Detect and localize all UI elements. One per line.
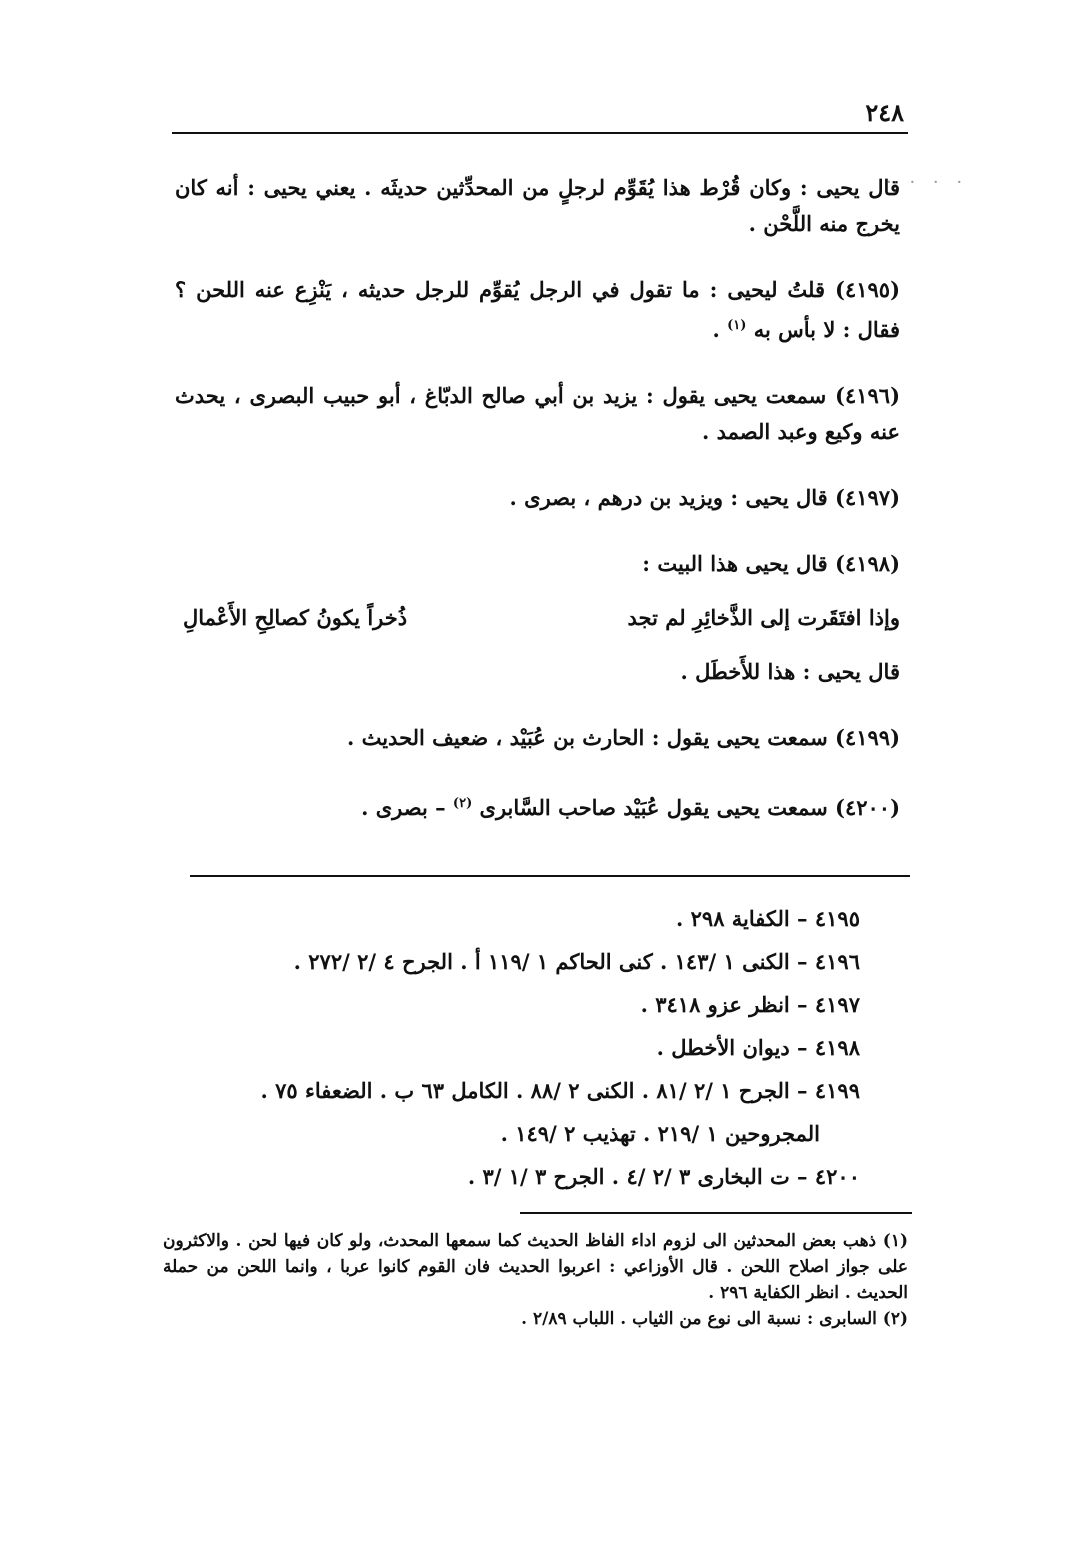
reference-4199: ٤١٩٩ – الجرح ١ /٢ /٨١ . الكنى ٢ /٨٨ . الكامل ٦٣ ب . الضعفاء ٧٥ . [260, 1078, 860, 1103]
header-rule [172, 132, 908, 134]
verse-first-hemistich: وإذا افتَقَرت إلى الذَّخائِرِ لم تجد [627, 605, 900, 630]
references-list [160, 897, 860, 1198]
footnotes [163, 1228, 908, 1332]
paragraph-4195 [175, 272, 900, 348]
paragraph-4195-end: . [712, 317, 728, 342]
reference-4196: ٤١٩٦ – الكنى ١ /١٤٣ . كنى الحاكم ١ /١١٩ أ . الجرح ٤ /٢ /٢٧٢ . [293, 949, 860, 974]
paragraph-attribution: قال يحيى : هذا للأَخطَل . [680, 659, 900, 684]
footnotes-rule [520, 1212, 912, 1214]
footnote-1: (١) ذهب بعض المحدثين الى لزوم اداء الفاظ الحديث كما سمعها المحدث، ولو كان فيها لحن . والاكثرون على جواز اصلاح اللحن . قال الأوزاعي : اعربوا الحديث فان القوم كانوا عربا ، وانما اللحن من حملة الحديث . انظر الكفاية ٢٩٦ . [163, 1231, 908, 1303]
paragraph-4198: (٤١٩٨) قال يحيى هذا البيت : [642, 551, 900, 576]
footnote-marker-2: (٢) [452, 796, 473, 811]
paragraph-4199: (٤١٩٩) سمعت يحيى يقول : الحارث بن عُبَيْد ، ضعيف الحديث . [346, 725, 900, 750]
paragraph-4200-end: – بصرى . [361, 795, 453, 820]
references-rule [190, 875, 910, 877]
paragraph-4200 [175, 786, 900, 826]
poem-verse [175, 600, 900, 636]
page-number: ٢٤٨ [865, 98, 904, 127]
paragraph-4195-text: (٤١٩٥) قلتُ ليحيى : ما تقول في الرجل يُقوِّم للرجل حديثه ، يَنْزِع عنه اللحن ؟ فقال : لا بأس به [175, 277, 900, 342]
reference-4195: ٤١٩٥ – الكفاية ٢٩٨ . [676, 906, 860, 931]
paragraph-intro: قال يحيى : وكان قُرْط هذا يُقَوِّم لرجلٍ من المحدِّثين حديثَه . يعني يحيى : أنه كان يخرج منه اللَّحْن . [175, 175, 900, 236]
reference-4200: ٤٢٠٠ – ت البخارى ٣ /٢ /٤ . الجرح ٣ /١ /٣ . [467, 1164, 860, 1189]
reference-4198: ٤١٩٨ – ديوان الأخطل . [656, 1035, 860, 1060]
paragraph-4196: (٤١٩٦) سمعت يحيى يقول : يزيد بن أبي صالح الدبّاغ ، أبو حبيب البصرى ، يحدث عنه وكيع وعبد الصمد . [175, 383, 900, 444]
main-text [175, 170, 900, 856]
paragraph-4197: (٤١٩٧) قال يحيى : ويزيد بن درهم ، بصرى . [509, 485, 900, 510]
footnote-2: (٢) السابرى : نسبة الى نوع من الثياب . اللباب ٢/٨٩ . [521, 1309, 908, 1329]
reference-4197: ٤١٩٧ – انظر عزو ٣٤١٨ . [640, 992, 860, 1017]
scan-noise: · · · · [886, 172, 969, 193]
reference-4199-continued: المجروحين ١ /٢١٩ . تهذيب ٢ /١٤٩ . [500, 1121, 820, 1146]
footnote-marker-1: (١) [727, 318, 747, 333]
paragraph-4200-text: (٤٢٠٠) سمعت يحيى يقول عُبَيْد صاحب السَّابرى [479, 795, 900, 820]
verse-second-hemistich: ذُخراً يكونُ كصالِحِ الأَعْمالِ [183, 605, 408, 630]
